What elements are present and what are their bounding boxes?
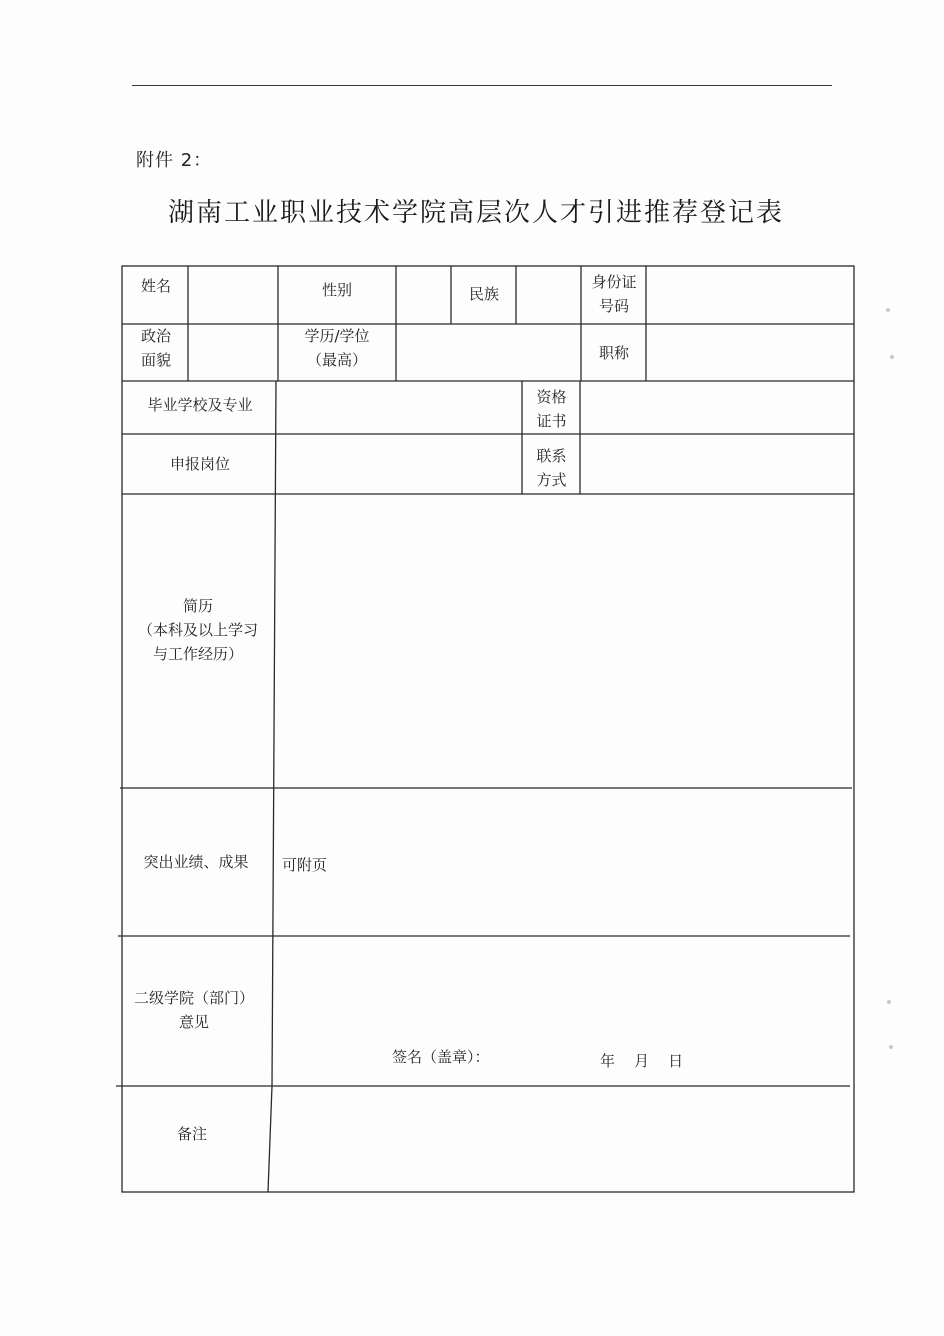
scan-speck (887, 1000, 891, 1004)
contact-label: 联系 方式 (536, 447, 567, 489)
gender-label: 性别 (321, 281, 352, 299)
political-status-label: 政治 面貌 (140, 327, 171, 369)
graduate-school-label: 毕业学校及专业 (147, 396, 253, 414)
resume-label: 简历 （本科及以上学习 与工作经历） (137, 597, 258, 663)
achievements-label: 突出业绩、成果 (143, 853, 249, 871)
scan-speck (890, 355, 894, 359)
signature-label: 签名（盖章）： (392, 1048, 490, 1066)
scan-speck (886, 308, 890, 312)
applied-position-label: 申报岗位 (169, 455, 230, 473)
date-label: 年 月 日 (600, 1052, 684, 1070)
name-label: 姓名 (140, 277, 171, 295)
attachment-label: 附件 2： (136, 150, 213, 171)
achievements-note: 可附页 (282, 856, 328, 874)
id-number-label: 身份证 号码 (591, 273, 637, 315)
header-rule (132, 85, 832, 86)
qualification-certificate-label: 资格 证书 (536, 388, 567, 430)
form-title: 湖南工业职业技术学院高层次人才引进推荐登记表 (168, 198, 785, 228)
registration-form (116, 256, 856, 1194)
ethnicity-label: 民族 (468, 285, 499, 303)
professional-title-label: 职称 (598, 344, 629, 362)
scan-speck (889, 1045, 893, 1049)
education-degree-label: 学历/学位 （最高） (304, 327, 370, 369)
department-opinion-label: 二级学院（部门） 意见 (133, 989, 254, 1031)
remarks-label: 备注 (176, 1125, 207, 1143)
